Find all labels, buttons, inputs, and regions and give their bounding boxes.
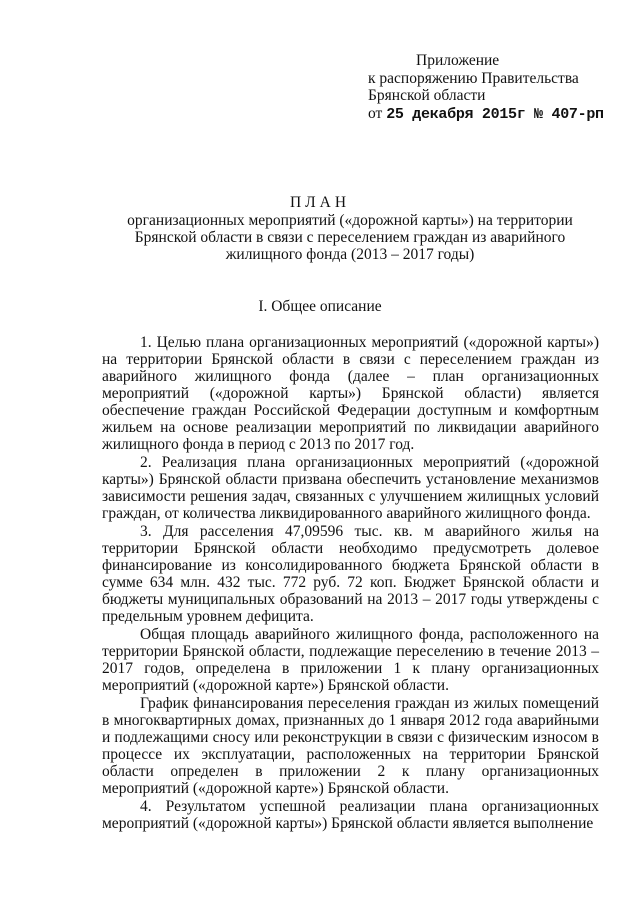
date-stamp: 25 декабря 2015г № 407-рп (386, 105, 604, 123)
paragraph-3: 3. Для расселения 47,09596 тыс. кв. м аварийного жилья на территории Брянской области необходимо предусмотреть долевое финансирование из консолидированного бюджета Брянской области в сумме 634 млн. 432 тыс. 772 руб. 72 коп. Бюджет Брянской области и бюджеты муниципальных образований на 2013 – 2017 годы утверждены с предельным уровнем дефицита. (102, 523, 599, 625)
appendix-date (368, 105, 604, 124)
paragraph-1: 1. Целью плана организационных мероприятий («дорожной карты») на территории Брянской области в связи с переселением граждан из аварийного жилищного фонда (далее – план организационных мероприятий («дорожной карты») Брянской области) является обеспечение граждан Российской Федерации доступным и комфортным жильем на основе реализации мероприятий по ликвидации аварийного жилищного фонда в период с 2013 по 2017 год. (102, 334, 599, 453)
paragraph-6: 4. Результатом успешной реализации плана организационных мероприятий («дорожной карты») Брянской области является выполнение (102, 798, 599, 832)
paragraph-2: 2. Реализация плана организационных мероприятий («дорожной карты») Брянской области призвана обеспечить установление механизмов зависимости решения задач, связанных с улучшением жилищных условий граждан, от количества ликвидированного аварийного жилищного фонда. (102, 454, 599, 522)
document-body (102, 334, 599, 833)
paragraph-5: График финансирования переселения граждан из жилых помещений в многоквартирных домах, признанных до 1 января 2012 года аварийными и подлежащими сносу или реконструкции в связи с физическим износом в процессе их эксплуатации, расположенных на территории Брянской области определен в приложении 2 к плану организационных мероприятий («дорожной карте») Брянской области. (102, 695, 599, 797)
document-title: ПЛАН (289, 194, 351, 211)
section-heading: I. Общее описание (258, 298, 382, 315)
appendix-header (368, 52, 604, 123)
appendix-region: Брянской области (368, 87, 486, 104)
paragraph-4: Общая площадь аварийного жилищного фонда, расположенного на территории Брянской области, подлежащие переселению в течение 2013 – 2017 годов, определена в приложении 1 к плану организационных мероприятий («дорожной карте») Брянской области. (102, 626, 599, 694)
date-prefix: от (368, 104, 383, 122)
document-subtitle: организационных мероприятий («дорожной карты») на территории Брянской области в связи с переселением граждан из аварийного жилищного фонда (2013 – 2017 годы) (127, 212, 573, 263)
appendix-reference: к распоряжению Правительства (368, 69, 579, 87)
appendix-label: Приложение (416, 52, 500, 69)
